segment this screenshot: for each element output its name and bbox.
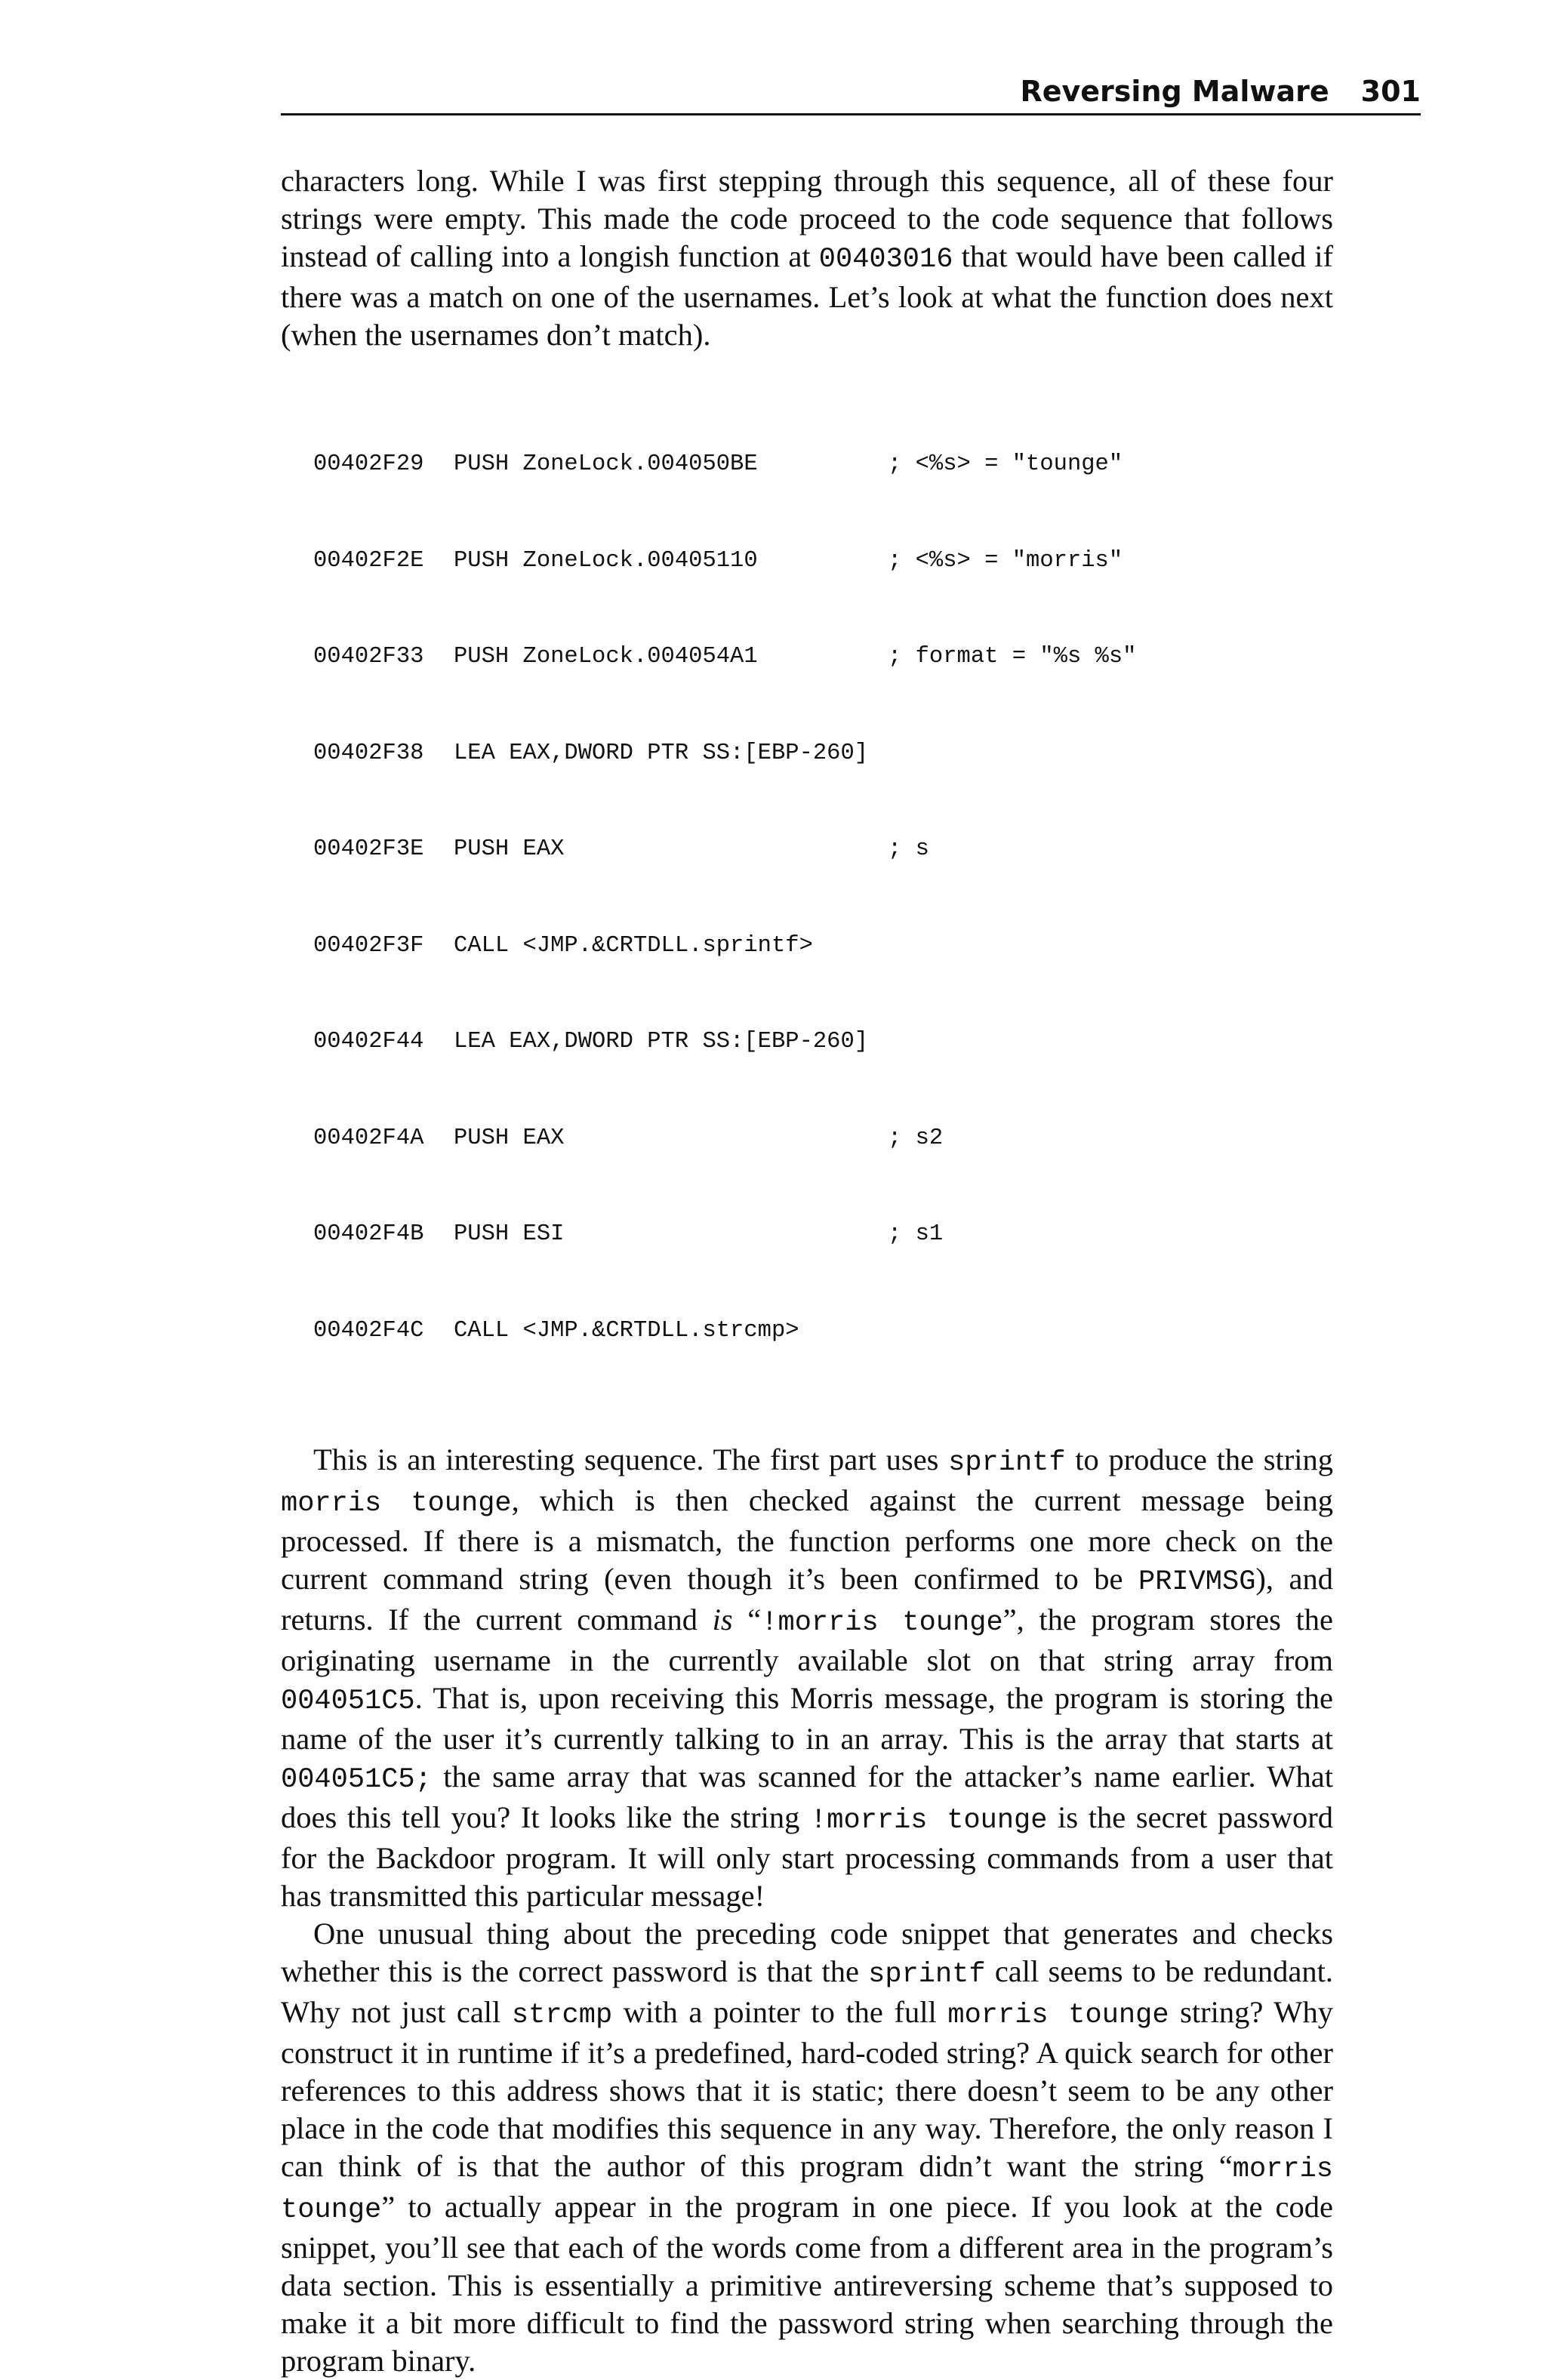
paragraph-redundant-sprintf (281, 1915, 1333, 2380)
text-run: that would have been called if there was a match on one of the usernames. Let’s look at what the function does next (when the usernames don’t match). (281, 239, 1333, 352)
code-line (313, 833, 1333, 866)
code-comment: ; <%s> = "tounge" (888, 451, 1123, 477)
inline-code-address: 00403016 (818, 244, 953, 276)
code-instruction: CALL <JMP.&CRTDLL.strcmp> (454, 1317, 799, 1344)
emphasis: is (712, 1603, 733, 1636)
inline-code: morris tounge (281, 2154, 1333, 2226)
code-instruction: PUSH ZoneLock.00405110 (454, 547, 758, 574)
text-run: This is an interesting sequence. The first part uses (313, 1442, 949, 1476)
code-line (313, 1026, 1333, 1058)
inline-code: PRIVMSG (1138, 1566, 1256, 1598)
text-run: with a pointer to the full (612, 1995, 948, 2029)
code-line (313, 448, 1333, 481)
code-comment: ; <%s> = "morris" (888, 547, 1123, 574)
inline-code: !morris tounge (810, 1805, 1048, 1837)
text-run: One unusual thing about the preceding code snippet that generates and checks whether this is the correct password is that the (281, 1917, 1333, 1988)
code-instruction: PUSH EAX (454, 1125, 565, 1151)
inline-code: 004051C5 (281, 1686, 415, 1717)
inline-code: 004051C5; (281, 1764, 432, 1796)
code-comment: ; s (888, 836, 929, 862)
text-run: is the secret password for the Backdoor program. It will only start processing commands from a user that has transmitted this particular message! (281, 1800, 1333, 1913)
text-run: , which is then checked against the current message being processed. If there is a mismatch, the function performs one more check on the current command string (even though it’s been confirmed to be (281, 1483, 1333, 1596)
text-run: “ (732, 1603, 762, 1636)
text-run: string? Why construct it in runtime if it’s a predefined, hard-coded string? A quick search for other references to this address shows that it is static; there doesn’t seem to be any other place in the code that modifies this sequence in any way. Therefore, the only reason I can think of is that the author of this program didn’t want the string “ (281, 1995, 1333, 2183)
code-address: 00402F2E (313, 547, 424, 574)
code-comment: ; format = "%s %s" (888, 644, 1137, 670)
inline-code: morris tounge (281, 1488, 512, 1519)
code-line (313, 737, 1333, 770)
code-instruction: LEA EAX,DWORD PTR SS:[EBP-260] (454, 1029, 869, 1055)
text-run: to produce the string (1065, 1442, 1333, 1476)
code-instruction: PUSH ZoneLock.004054A1 (454, 644, 758, 670)
text-run: the same array that was scanned for the attacker’s name earlier. What does this tell you? It looks like the string (281, 1760, 1333, 1834)
inline-code: morris tounge (947, 2000, 1169, 2031)
chapter-title: Reversing Malware (1020, 75, 1329, 108)
text-run: ), and returns. If the current command (281, 1562, 1333, 1636)
code-address: 00402F3F (313, 932, 424, 959)
paragraph-intro (281, 162, 1333, 354)
paragraph-sequence-analysis (281, 1441, 1333, 1915)
code-address: 00402F33 (313, 644, 424, 670)
code-line (313, 1122, 1333, 1155)
code-instruction: PUSH ZoneLock.004050BE (454, 451, 758, 477)
code-line (313, 545, 1333, 577)
code-instruction: CALL <JMP.&CRTDLL.sprintf> (454, 932, 813, 959)
code-instruction: LEA EAX,DWORD PTR SS:[EBP-260] (454, 740, 869, 766)
code-address: 00402F4C (313, 1317, 424, 1344)
code-address: 00402F4A (313, 1125, 424, 1151)
code-address: 00402F3E (313, 836, 424, 862)
inline-code: sprintf (868, 1959, 986, 1991)
code-line (313, 1218, 1333, 1251)
code-address: 00402F29 (313, 451, 424, 477)
code-line (313, 641, 1333, 673)
code-line (313, 930, 1333, 962)
code-listing (313, 384, 1333, 1411)
inline-code: strcmp (511, 2000, 613, 2031)
text-run: call seems to be redundant. Why not just call (281, 1954, 1333, 2029)
code-address: 00402F44 (313, 1029, 424, 1055)
code-instruction: PUSH EAX (454, 836, 565, 862)
page-body (281, 162, 1333, 2380)
code-address: 00402F4B (313, 1221, 424, 1247)
code-line (313, 1315, 1333, 1347)
running-header (281, 69, 1421, 115)
code-instruction: PUSH ESI (454, 1221, 565, 1247)
inline-code: sprintf (948, 1447, 1066, 1479)
code-address: 00402F38 (313, 740, 424, 766)
text-run: ” to actually appear in the program in one piece. If you look at the code snippet, you’ll see that each of the words come from a different area in the program’s data section. This is essentially a primitive antireversing scheme that’s supposed to make it a bit more difficult to find the password string when searching through the program binary. (281, 2190, 1333, 2378)
page-number: 301 (1360, 75, 1421, 108)
code-comment: ; s1 (888, 1221, 944, 1247)
code-comment: ; s2 (888, 1125, 944, 1151)
text-run: . That is, upon receiving this Morris message, the program is storing the name of the user it’s currently talking to in an array. This is the array that starts at (281, 1681, 1333, 1756)
inline-code: !morris tounge (761, 1607, 1003, 1639)
text-run: ”, the program stores the originating username in the currently available slot on that string array from (281, 1603, 1333, 1677)
text-run: characters long. While I was first stepping through this sequence, all of these four strings were empty. This made the code proceed to the code sequence that follows instead of calling into a longish function at (281, 164, 1333, 273)
